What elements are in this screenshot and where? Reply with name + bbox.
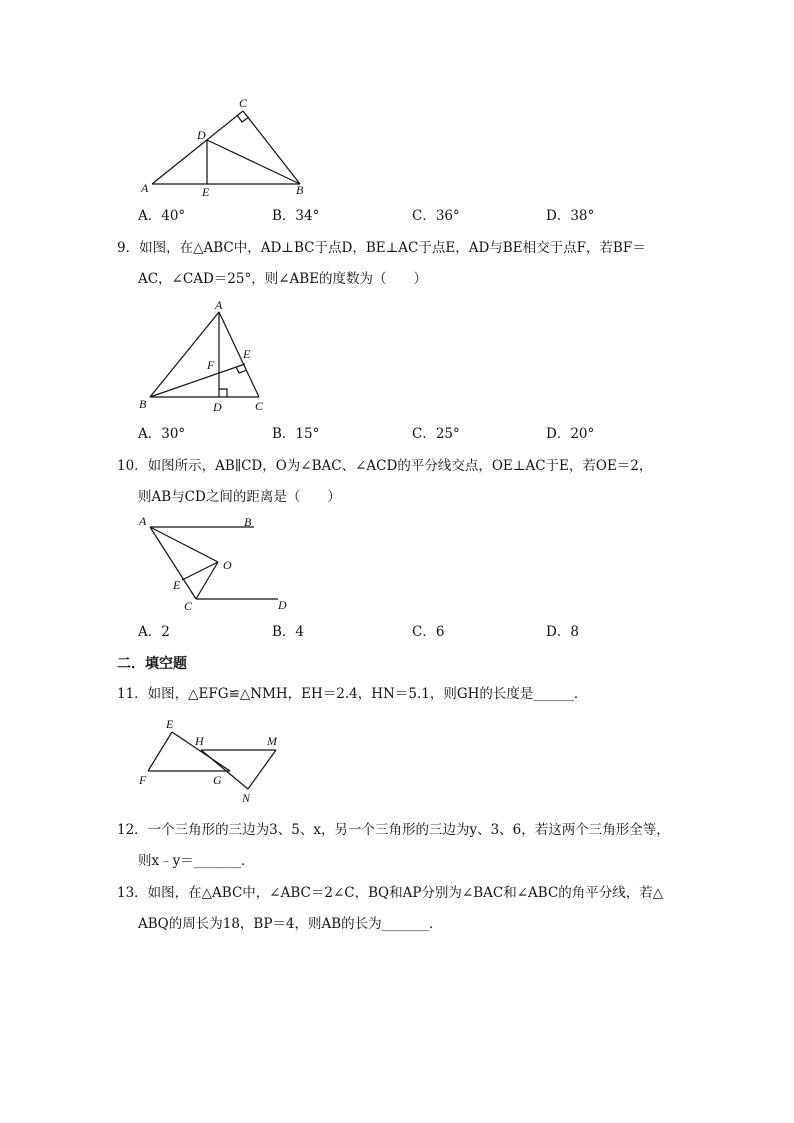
- q11-label-g: G: [213, 773, 222, 787]
- q12-question-line2: 则x﹣y＝_______．: [138, 853, 255, 869]
- q11-figure: [135, 712, 295, 807]
- q9-segment-be: [150, 364, 245, 397]
- q11-label-h: H: [195, 734, 204, 748]
- q10-segment-ao: [150, 527, 218, 562]
- q13-question-line2: ABQ的周长为18，BP＝4，则AB的长为_______．: [138, 916, 443, 932]
- q8-option-a[interactable]: A．40°: [138, 208, 186, 224]
- q8-label-b: B: [296, 183, 304, 197]
- q11-label-e: E: [166, 717, 174, 731]
- section-fill-in-title: 二．填空题: [117, 656, 187, 672]
- q9-label-f: F: [207, 358, 215, 372]
- q10-label-e: E: [173, 578, 181, 592]
- q11-segment-ef: [148, 732, 172, 771]
- q8-segment-ac: [152, 111, 243, 184]
- q10-figure: [130, 510, 300, 615]
- q10-option-a[interactable]: A．2: [138, 624, 170, 640]
- q8-label-c: C: [239, 96, 248, 110]
- q10-question-line2: 则AB与CD之间的距离是（ ）: [138, 489, 341, 505]
- q8-option-b[interactable]: B．34°: [272, 208, 320, 224]
- q10-option-b[interactable]: B．4: [272, 624, 305, 640]
- q9-question-line2: AC，∠CAD＝25°，则∠ABE的度数为（ ）: [138, 271, 428, 287]
- q12-question-line1: 12．一个三角形的三边为3、5、x，另一个三角形的三边为y、3、6，若这两个三角形全等，: [117, 822, 670, 838]
- q8-segment-cb: [243, 111, 300, 184]
- q11-question-line1: 11．如图，△EFG≌△NMH，EH＝2.4，HN＝5.1，则GH的长度是______．: [117, 686, 588, 702]
- q10-label-d: D: [278, 598, 287, 612]
- q8-label-e: E: [202, 185, 210, 199]
- q10-option-c[interactable]: C．6: [412, 624, 445, 640]
- q8-label-d: D: [197, 128, 206, 142]
- q9-figure: [130, 296, 280, 418]
- q10-option-d[interactable]: D．8: [546, 624, 579, 640]
- q9-option-a[interactable]: A．30°: [138, 426, 186, 442]
- q10-label-o: O: [223, 558, 232, 572]
- q11-label-m: M: [267, 734, 277, 748]
- q10-label-c: C: [184, 599, 193, 613]
- q9-option-d[interactable]: D．20°: [546, 426, 595, 442]
- q9-option-b[interactable]: B．15°: [272, 426, 320, 442]
- q9-right-angle-mark-d: [219, 389, 227, 397]
- q10-question-line1: 10．如图所示，AB∥CD，O为∠BAC、∠ACD的平分线交点，OE⊥AC于E，若OE＝2，: [117, 458, 653, 474]
- q10-label-b: B: [244, 515, 252, 529]
- q9-segment-ab: [150, 312, 219, 397]
- q8-label-a: A: [141, 181, 149, 195]
- q9-label-c: C: [255, 399, 264, 413]
- q8-figure: [135, 92, 320, 202]
- q11-label-n: N: [242, 791, 251, 805]
- q9-label-b: B: [139, 397, 147, 411]
- q8-option-c[interactable]: C．36°: [412, 208, 460, 224]
- q9-option-c[interactable]: C．25°: [412, 426, 460, 442]
- q9-label-a: A: [215, 298, 223, 312]
- q11-segment-hn: [201, 750, 248, 789]
- q10-label-a: A: [139, 514, 147, 528]
- q11-label-f: F: [139, 773, 147, 787]
- q11-segment-mn: [248, 750, 276, 789]
- q8-segment-db: [207, 140, 300, 184]
- q9-question-line1: 9．如图，在△ABC中，AD⊥BC于点D，BE⊥AC于点E，AD与BE相交于点F，若BF＝: [117, 240, 646, 256]
- q9-segment-ac: [219, 312, 259, 397]
- q9-label-e: E: [243, 347, 251, 361]
- q13-question-line1: 13．如图，在△ABC中，∠ABC＝2∠C，BQ和AP分别为∠BAC和∠ABC的角平分线，若△: [117, 885, 664, 901]
- q8-option-d[interactable]: D．38°: [546, 208, 595, 224]
- q9-label-d: D: [213, 400, 222, 414]
